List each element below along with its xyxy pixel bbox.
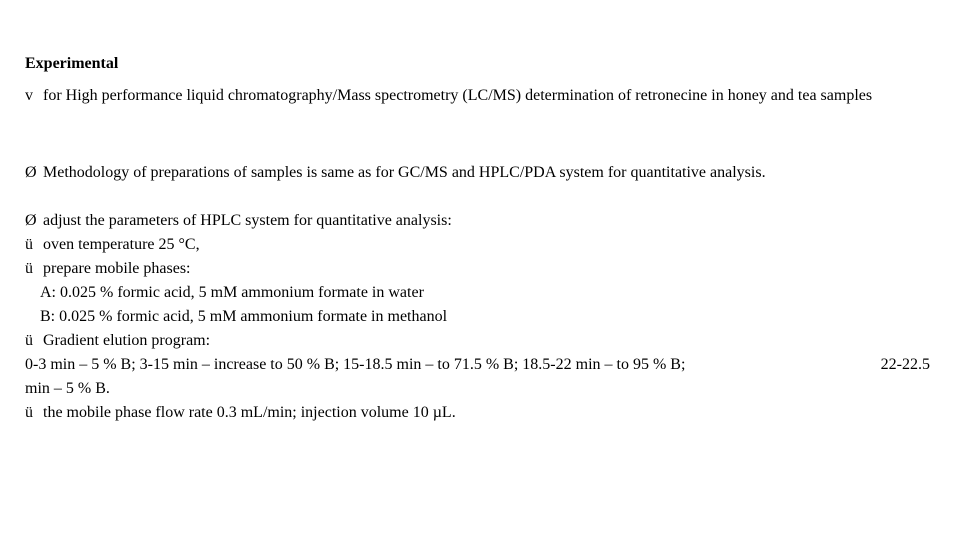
mobile-phases-text: prepare mobile phases:: [43, 260, 191, 277]
gradient-line-1: [25, 353, 930, 377]
phase-b-line: B: 0.025 % formic acid, 5 mM ammonium formate in methanol: [40, 308, 448, 325]
adjust-parameters-item: [25, 209, 452, 233]
intro-text: for High performance liquid chromatography/Mass spectrometry (LC/MS) determination of retronecine in honey and tea samples: [43, 87, 873, 104]
arrow-bullet-icon: Ø: [25, 164, 37, 181]
arrow-bullet-icon: Ø: [25, 212, 37, 229]
gradient-program-details: [25, 353, 930, 401]
gradient-line-2: min – 5 % B.: [25, 380, 110, 397]
slide-title: Experimental: [25, 55, 119, 72]
oven-temperature-text: oven temperature 25 °C,: [43, 236, 200, 253]
methodology-item: [25, 161, 948, 185]
flow-rate-item: [25, 401, 456, 425]
gradient-program-label: Gradient elution program:: [43, 332, 211, 349]
methodology-text: Methodology of preparations of samples is same as for GC/MS and HPLC/PDA system for quantitative analysis.: [43, 164, 766, 181]
slide-content: [25, 0, 930, 540]
gradient-line-1-main: 0-3 min – 5 % B; 3-15 min – increase to 50 % B; 15-18.5 min – to 71.5 % B; 18.5-22 min – to 95 % B;: [25, 356, 686, 373]
oven-temperature-item: [25, 233, 200, 257]
gradient-line-1-end: 22-22.5: [880, 356, 930, 373]
check-bullet-icon: ü: [25, 404, 33, 421]
phase-a-line: A: 0.025 % formic acid, 5 mM ammonium formate in water: [40, 284, 424, 301]
flow-rate-text: the mobile phase flow rate 0.3 mL/min; injection volume 10 µL.: [43, 404, 456, 421]
diamond-bullet-icon: v: [25, 87, 33, 104]
check-bullet-icon: ü: [25, 260, 33, 277]
mobile-phases-item: [25, 257, 191, 281]
intro-paragraph: [25, 84, 948, 108]
gradient-program-item: [25, 329, 210, 353]
adjust-parameters-text: adjust the parameters of HPLC system for quantitative analysis:: [43, 212, 452, 229]
check-bullet-icon: ü: [25, 236, 33, 253]
check-bullet-icon: ü: [25, 332, 33, 349]
